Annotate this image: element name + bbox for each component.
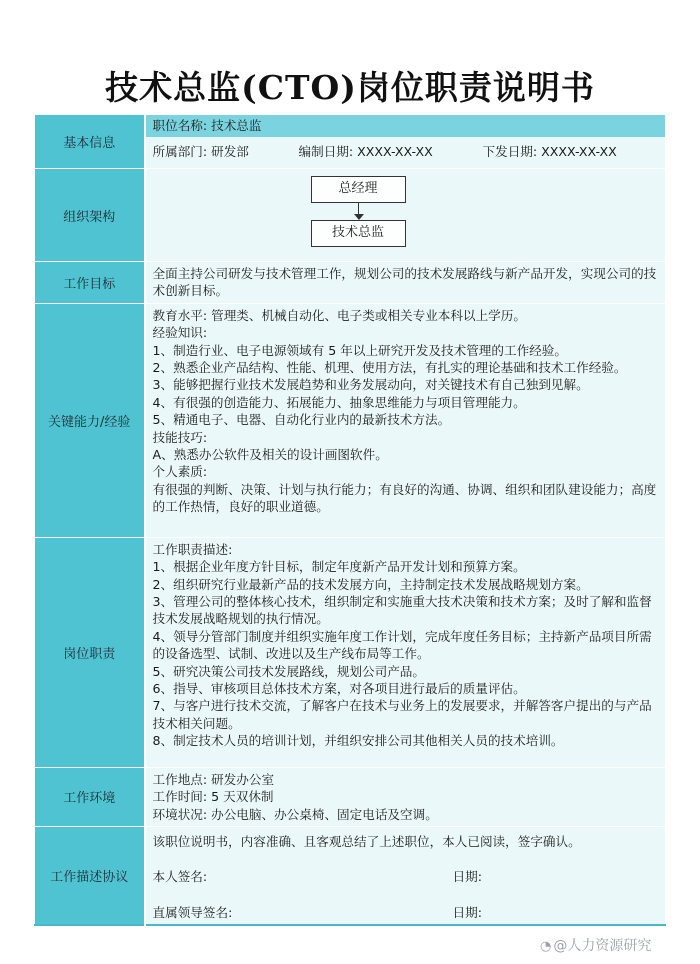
content-work-environment xyxy=(145,767,666,826)
duties-title: 工作职责描述: xyxy=(152,541,233,557)
experience-item: 4、有很强的创造能力、拓展能力、抽象思维能力与项目管理能力。 xyxy=(152,394,526,410)
skills-item: A、熟悉办公软件及相关的设计画图软件。 xyxy=(152,447,388,463)
duty-item: 8、制定技术人员的培训计划，并组织安排公司其他相关人员的技术培训。 xyxy=(152,733,564,749)
content-work-goal xyxy=(145,262,666,304)
content-agreement xyxy=(145,827,666,926)
duty-item: 5、研究决策公司技术发展路线，规划公司产品。 xyxy=(152,663,425,679)
label-work-environment: 工作环境 xyxy=(35,767,145,826)
label-agreement: 工作描述协议 xyxy=(35,827,145,926)
watermark xyxy=(540,935,651,955)
content-org-chart xyxy=(145,169,666,262)
label-job-duties: 岗位职责 xyxy=(35,537,145,767)
education-level: 教育水平: 管理类、机械自动化、电子类或相关专业本科以上学历。 xyxy=(152,307,526,323)
row-org-chart xyxy=(35,169,666,262)
position-name: 职位名称: 技术总监 xyxy=(152,118,262,133)
experience-title: 经验知识: xyxy=(152,325,208,341)
org-node-cto: 技术总监 xyxy=(311,220,406,247)
watermark-text: @人力资源研究 xyxy=(553,938,652,954)
org-node-general-manager: 总经理 xyxy=(311,176,406,203)
row-key-ability xyxy=(35,303,666,537)
label-org-chart: 组织架构 xyxy=(35,169,145,262)
duty-item: 1、根据企业年度方针目标，制定年度新产品开发计划和预算方案。 xyxy=(152,559,526,575)
department-date-row xyxy=(153,137,658,160)
leader-date-label: 日期: xyxy=(452,904,482,920)
self-date-label: 日期: xyxy=(452,869,482,885)
work-place: 工作地点: 研发办公室 xyxy=(152,771,275,787)
label-basic-info: 基本信息 xyxy=(35,115,145,169)
weibo-icon: ◔ xyxy=(540,939,552,954)
work-goal-text: 全面主持公司研发与技术管理工作，规划公司的技术发展路线与新产品开发，实现公司的技术创新目标。 xyxy=(152,266,657,299)
content-key-ability xyxy=(145,303,666,537)
issue-date: 下发日期: XXXX-XX-XX xyxy=(482,144,617,159)
leader-signature-row xyxy=(153,904,658,921)
row-basic-info xyxy=(35,115,666,169)
duty-item: 7、与客户进行技术交流，了解客户在技术与业务上的发展要求，并解答客户提出的与产品技术相关问题。 xyxy=(152,698,652,731)
label-key-ability: 关键能力/经验 xyxy=(35,303,145,537)
duty-item: 6、指导、审核项目总体技术方案，对各项目进行最后的质量评估。 xyxy=(152,681,526,697)
work-condition: 环境状况: 办公电脑、办公桌椅、固定电话及空调。 xyxy=(152,806,438,822)
self-signature-row xyxy=(153,868,658,885)
duty-item: 3、管理公司的整体核心技术，组织制定和实施重大技术决策和技术方案；及时了解和监督技术发展战略规划的执行情况。 xyxy=(152,594,652,627)
experience-item: 3、能够把握行业技术发展趋势和业务发展动向，对关键技术有自己独到见解。 xyxy=(152,377,589,393)
content-basic-info xyxy=(145,115,666,169)
duty-item: 4、领导分管部门制度并组织实施年度工作计划，完成年度任务目标；主持新产品项目所需的设备选型、试制、改进以及生产线布局等工作。 xyxy=(152,628,652,662)
position-name-bar xyxy=(146,115,666,137)
department: 所属部门: 研发部 xyxy=(152,144,249,159)
experience-item: 1、制造行业、电子电源领域有 5 年以上研究开发及技术管理的工作经验。 xyxy=(152,342,567,358)
row-work-environment xyxy=(35,767,666,826)
row-work-goal xyxy=(35,262,666,304)
content-job-duties xyxy=(145,537,666,767)
experience-item: 2、熟悉企业产品结构、性能、机理、使用方法，有扎实的理论基础和技术工作经验。 xyxy=(152,360,627,376)
duty-item: 2、组织研究行业最新产品的技术发展方向，主持制定技术发展战略规划方案。 xyxy=(152,576,589,592)
row-job-duties xyxy=(35,537,666,767)
personal-quality-text: 有很强的判断、决策、计划与执行能力；有良好的沟通、协调、组织和团队建设能力；高度的工作热情，良好的职业道德。 xyxy=(152,481,657,515)
label-work-goal: 工作目标 xyxy=(35,262,145,304)
row-agreement xyxy=(35,827,666,926)
leader-signature-label: 直属领导签名: xyxy=(152,904,233,920)
self-signature-label: 本人签名: xyxy=(152,869,208,885)
org-chart xyxy=(153,172,658,258)
experience-item: 5、精通电子、电器、自动化行业内的最新技术方法。 xyxy=(152,412,451,428)
compile-date: 编制日期: XXXX-XX-XX xyxy=(298,144,433,159)
skills-title: 技能技巧: xyxy=(152,429,208,445)
agreement-text: 该职位说明书，内容准确、且客观总结了上述职位，本人已阅读，签字确认。 xyxy=(152,834,581,850)
work-time: 工作时间: 5 天双休制 xyxy=(152,789,274,805)
page-title: 技术总监(CTO)岗位职责说明书 xyxy=(105,68,595,107)
job-description-table xyxy=(34,114,666,926)
personal-quality-title: 个人素质: xyxy=(152,464,208,480)
